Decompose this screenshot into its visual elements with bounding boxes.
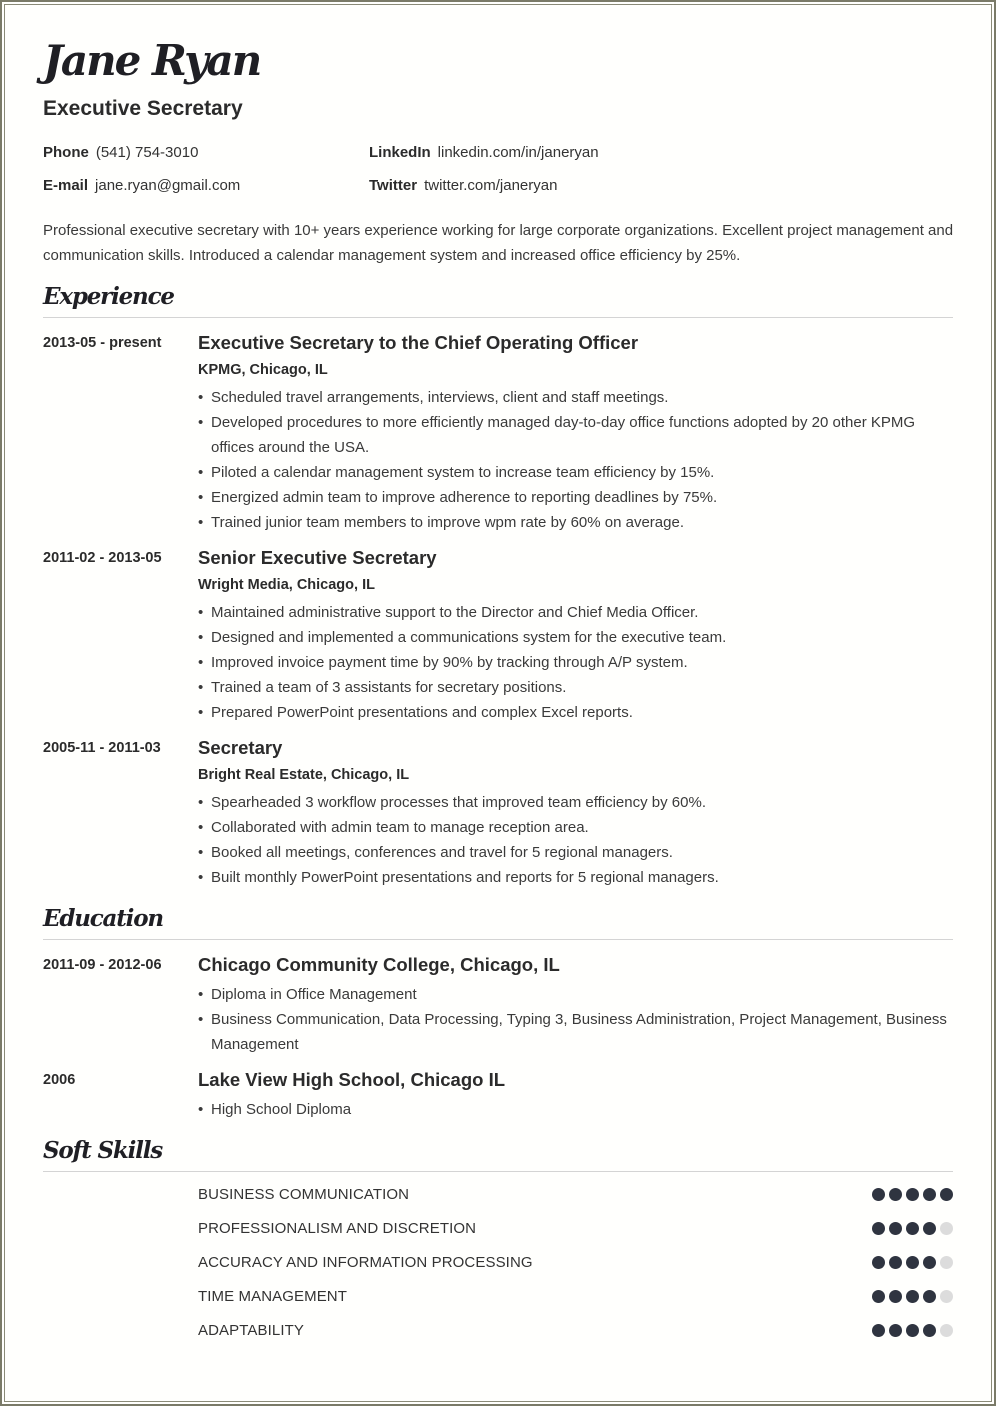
entry-bullets bbox=[198, 385, 953, 535]
rating-dot-empty-icon bbox=[940, 1256, 953, 1269]
profile-summary: Professional executive secretary with 10+ years experience working for large corporate organizations. Excellent project management and communication skills. Introduced a calendar management system and increased office efficiency by 25%. bbox=[43, 222, 954, 264]
bullet-item: • Spearheaded 3 workflow processes that improved team efficiency by 60%. bbox=[198, 790, 953, 815]
contact-value: linkedin.com/in/janeryan bbox=[437, 144, 599, 161]
rating-dot-filled-icon bbox=[872, 1290, 885, 1303]
section-title: Education bbox=[43, 905, 163, 932]
contact-value: (541) 754-3010 bbox=[95, 144, 199, 161]
contact-phone bbox=[43, 144, 198, 161]
skill-rating bbox=[872, 1256, 953, 1269]
skill-row bbox=[198, 1322, 953, 1342]
bullet-item: • Diploma in Office Management bbox=[198, 982, 953, 1007]
skill-row bbox=[198, 1254, 953, 1274]
rating-dot-filled-icon bbox=[906, 1188, 919, 1201]
rating-dot-filled-icon bbox=[906, 1256, 919, 1269]
skill-label: ADAPTABILITY bbox=[198, 1322, 304, 1339]
rating-dot-empty-icon bbox=[940, 1290, 953, 1303]
skill-label: ACCURACY AND INFORMATION PROCESSING bbox=[198, 1254, 533, 1271]
entry-role: Executive Secretary to the Chief Operating Officer bbox=[198, 332, 639, 353]
rating-dot-filled-icon bbox=[889, 1222, 902, 1235]
contact-value: twitter.com/janeryan bbox=[424, 177, 558, 194]
bullet-item: • Improved invoice payment time by 90% by tracking through A/P system. bbox=[198, 650, 953, 675]
entry-date: 2011-09 - 2012-06 bbox=[43, 957, 162, 973]
bullet-item: • Built monthly PowerPoint presentations and reports for 5 regional managers. bbox=[198, 865, 953, 890]
entry-role: Senior Executive Secretary bbox=[198, 547, 437, 568]
bullet-item: • Business Communication, Data Processing, Typing 3, Business Administration, Project Management, Business Management bbox=[198, 1007, 953, 1057]
rating-dot-filled-icon bbox=[923, 1256, 936, 1269]
entry-company: KPMG, Chicago, IL bbox=[198, 362, 328, 378]
entry-school: Chicago Community College, Chicago, IL bbox=[198, 954, 560, 975]
section-title: Soft Skills bbox=[43, 1137, 162, 1164]
contact-value: jane.ryan@gmail.com bbox=[95, 177, 241, 194]
bullet-item: • Maintained administrative support to the Director and Chief Media Officer. bbox=[198, 600, 953, 625]
bullet-item: • Piloted a calendar management system to increase team efficiency by 15%. bbox=[198, 460, 953, 485]
rating-dot-filled-icon bbox=[872, 1256, 885, 1269]
contact-twitter bbox=[369, 177, 557, 194]
bullet-item: • Energized admin team to improve adherence to reporting deadlines by 75%. bbox=[198, 485, 953, 510]
entry-school: Lake View High School, Chicago IL bbox=[198, 1069, 506, 1090]
rating-dot-filled-icon bbox=[889, 1290, 902, 1303]
entry-date: 2005-11 - 2011-03 bbox=[43, 740, 161, 756]
rating-dot-empty-icon bbox=[940, 1324, 953, 1337]
contact-email bbox=[43, 177, 240, 194]
bullet-item: • Trained a team of 3 assistants for secretary positions. bbox=[198, 675, 953, 700]
rating-dot-filled-icon bbox=[923, 1188, 936, 1201]
entry-company: Bright Real Estate, Chicago, IL bbox=[198, 767, 410, 783]
contact-label: E-mail bbox=[43, 177, 89, 194]
skill-rating bbox=[872, 1290, 953, 1303]
rating-dot-filled-icon bbox=[872, 1188, 885, 1201]
rating-dot-filled-icon bbox=[923, 1324, 936, 1337]
rating-dot-empty-icon bbox=[940, 1222, 953, 1235]
bullet-item: • Prepared PowerPoint presentations and complex Excel reports. bbox=[198, 700, 953, 725]
entry-date: 2011-02 - 2013-05 bbox=[43, 550, 162, 566]
entry-company: Wright Media, Chicago, IL bbox=[198, 577, 375, 593]
section-title: Experience bbox=[43, 283, 174, 310]
rating-dot-filled-icon bbox=[906, 1222, 919, 1235]
bullet-item: • High School Diploma bbox=[198, 1097, 953, 1122]
entry-bullets bbox=[198, 1097, 953, 1122]
rating-dot-filled-icon bbox=[889, 1324, 902, 1337]
rating-dot-filled-icon bbox=[906, 1324, 919, 1337]
rating-dot-filled-icon bbox=[872, 1324, 885, 1337]
section-heading-experience bbox=[43, 283, 953, 318]
skill-row bbox=[198, 1186, 953, 1206]
skill-label: PROFESSIONALISM AND DISCRETION bbox=[198, 1220, 477, 1237]
rating-dot-filled-icon bbox=[872, 1222, 885, 1235]
contact-linkedin bbox=[369, 144, 599, 161]
bullet-item: • Booked all meetings, conferences and travel for 5 regional managers. bbox=[198, 840, 953, 865]
bullet-item: • Designed and implemented a communications system for the executive team. bbox=[198, 625, 953, 650]
section-heading-skills bbox=[43, 1137, 953, 1172]
entry-bullets bbox=[198, 790, 953, 890]
contact-label: Twitter bbox=[369, 177, 418, 194]
contact-label: LinkedIn bbox=[369, 144, 431, 161]
skill-row bbox=[198, 1288, 953, 1308]
candidate-name: Jane Ryan bbox=[43, 36, 261, 85]
rating-dot-filled-icon bbox=[923, 1222, 936, 1235]
rating-dot-filled-icon bbox=[889, 1188, 902, 1201]
entry-date: 2006 bbox=[43, 1072, 76, 1088]
skill-rating bbox=[872, 1222, 953, 1235]
bullet-item: • Collaborated with admin team to manage reception area. bbox=[198, 815, 953, 840]
entry-bullets bbox=[198, 600, 953, 725]
rating-dot-filled-icon bbox=[906, 1290, 919, 1303]
skill-row bbox=[198, 1220, 953, 1240]
contact-label: Phone bbox=[43, 144, 89, 161]
job-title: Executive Secretary bbox=[43, 97, 243, 120]
entry-role: Secretary bbox=[198, 737, 283, 758]
skill-label: TIME MANAGEMENT bbox=[198, 1288, 348, 1305]
entry-bullets bbox=[198, 982, 953, 1057]
bullet-item: • Trained junior team members to improve wpm rate by 60% on average. bbox=[198, 510, 953, 535]
section-heading-education bbox=[43, 905, 953, 940]
entry-date: 2013-05 - present bbox=[43, 335, 162, 351]
skill-rating bbox=[872, 1324, 953, 1337]
bullet-item: • Developed procedures to more efficiently managed day-to-day office functions adopted by 20 other KPMG offices around the USA. bbox=[198, 410, 953, 460]
rating-dot-filled-icon bbox=[889, 1256, 902, 1269]
skill-label: BUSINESS COMMUNICATION bbox=[198, 1186, 410, 1203]
skill-rating bbox=[872, 1188, 953, 1201]
rating-dot-filled-icon bbox=[940, 1188, 953, 1201]
rating-dot-filled-icon bbox=[923, 1290, 936, 1303]
bullet-item: • Scheduled travel arrangements, interviews, client and staff meetings. bbox=[198, 385, 953, 410]
